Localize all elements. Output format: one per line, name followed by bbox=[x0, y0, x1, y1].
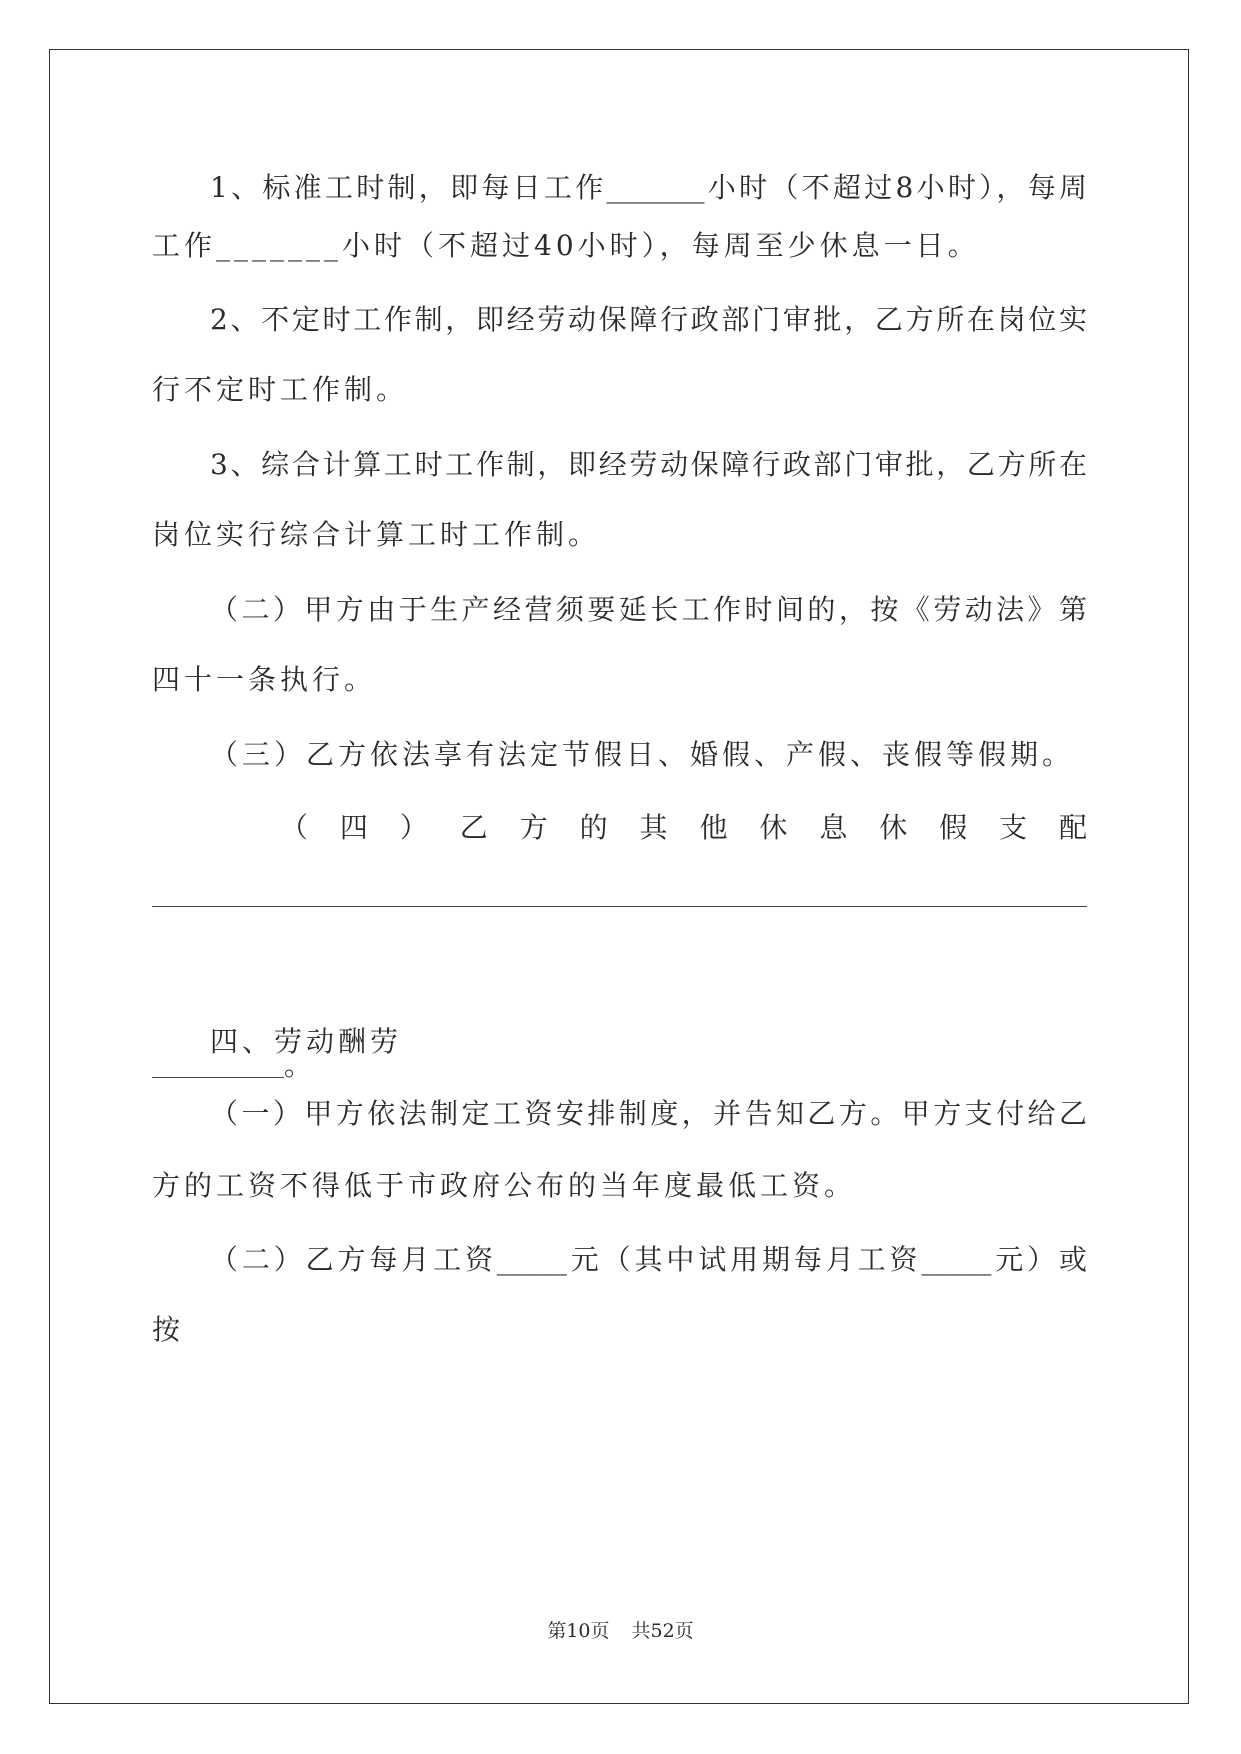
spread-char: 休 bbox=[879, 811, 908, 844]
spread-char: （ bbox=[280, 811, 309, 844]
paragraph-comprehensive-hours-line-1: 3、综合计算工时工作制，即经劳动保障行政部门审批，乙方所在 bbox=[210, 448, 1087, 481]
paragraph-overtime-line-2: 四十一条执行。 bbox=[152, 663, 377, 696]
page-footer bbox=[0, 1618, 1241, 1644]
spread-char: 他 bbox=[699, 811, 728, 844]
spread-char: 休 bbox=[759, 811, 788, 844]
paragraph-wage-system-line-2: 方的工资不得低于市政府公布的当年度最低工资。 bbox=[152, 1169, 857, 1202]
paragraph-comprehensive-hours-line-2: 岗位实行综合计算工时工作制。 bbox=[152, 518, 601, 551]
paragraph-wage-system-line-1: （一）甲方依法制定工资安排制度，并告知乙方。甲方支付给乙 bbox=[210, 1097, 1087, 1130]
spread-char: 的 bbox=[579, 811, 608, 844]
paragraph-standard-hours-line-2: 工作_______小时（不超过40小时），每周至少休息一日。 bbox=[152, 229, 980, 262]
paragraph-monthly-wage-line-1: （二）乙方每月工资_____元（其中试用期每月工资_____元）或 bbox=[210, 1243, 1087, 1276]
short-blank-line bbox=[152, 1077, 284, 1078]
page-number-total: 共52页 bbox=[631, 1620, 694, 1642]
spread-char: 假 bbox=[939, 811, 968, 844]
paragraph-flexible-hours-line-1: 2、不定时工作制，即经劳动保障行政部门审批，乙方所在岗位实 bbox=[210, 303, 1087, 336]
spread-char: 其 bbox=[639, 811, 668, 844]
period-mark: 。 bbox=[284, 1049, 313, 1082]
paragraph-overtime-line-1: （二）甲方由于生产经营须要延长工作时间的，按《劳动法》第 bbox=[210, 593, 1087, 626]
paragraph-holidays: （三）乙方依法享有法定节假日、婚假、产假、丧假等假期。 bbox=[210, 738, 1075, 771]
page-number-current: 第10页 bbox=[547, 1620, 610, 1642]
spread-char: 配 bbox=[1058, 811, 1087, 844]
blank-fill-line bbox=[152, 906, 1087, 907]
spread-char: ） bbox=[399, 811, 428, 844]
spread-char: 四 bbox=[339, 811, 368, 844]
page-border bbox=[49, 49, 1189, 1704]
paragraph-flexible-hours-line-2: 行不定时工作制。 bbox=[152, 373, 409, 406]
spread-char: 息 bbox=[819, 811, 848, 844]
spread-char: 乙 bbox=[459, 811, 488, 844]
spread-char: 支 bbox=[999, 811, 1028, 844]
paragraph-monthly-wage-line-2: 按 bbox=[152, 1313, 185, 1346]
section-title-labor-remuneration: 四、劳动酬劳 bbox=[210, 1025, 403, 1058]
paragraph-standard-hours-line-1: 1、标准工时制，即每日工作_______小时（不超过8小时），每周 bbox=[210, 171, 1087, 204]
spread-char: 方 bbox=[519, 811, 548, 844]
paragraph-other-leave-line-1 bbox=[280, 808, 1087, 848]
